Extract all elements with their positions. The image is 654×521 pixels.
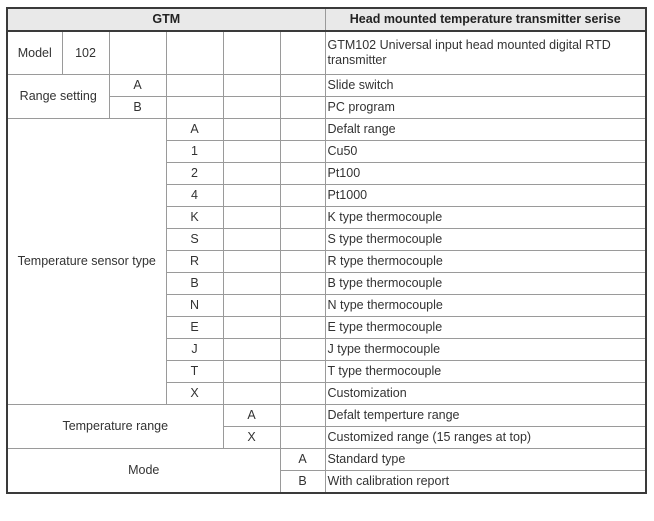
sensor-desc: N type thermocouple <box>325 295 646 317</box>
empty-cell <box>280 361 325 383</box>
range-setting-label: Range setting <box>7 75 109 119</box>
empty-cell <box>223 31 280 75</box>
empty-cell <box>223 207 280 229</box>
empty-cell <box>280 141 325 163</box>
sensor-desc: Pt100 <box>325 163 646 185</box>
sensor-desc: B type thermocouple <box>325 273 646 295</box>
empty-cell <box>166 97 223 119</box>
empty-cell <box>223 273 280 295</box>
empty-cell <box>223 185 280 207</box>
range-setting-code: B <box>109 97 166 119</box>
sensor-row <box>7 119 646 141</box>
mode-row <box>7 449 646 471</box>
header-right: Head mounted temperature transmitter serise <box>325 8 646 31</box>
empty-cell <box>223 97 280 119</box>
header-left: GTM <box>7 8 325 31</box>
sensor-code: 1 <box>166 141 223 163</box>
sensor-code: 2 <box>166 163 223 185</box>
empty-cell <box>280 119 325 141</box>
empty-cell <box>280 207 325 229</box>
sensor-code: 4 <box>166 185 223 207</box>
empty-cell <box>223 295 280 317</box>
mode-code: B <box>280 471 325 494</box>
empty-cell <box>280 405 325 427</box>
empty-cell <box>223 383 280 405</box>
empty-cell <box>109 31 166 75</box>
sensor-desc: T type thermocouple <box>325 361 646 383</box>
sensor-type-label: Temperature sensor type <box>7 119 166 405</box>
sensor-code: N <box>166 295 223 317</box>
sensor-desc: Defalt range <box>325 119 646 141</box>
empty-cell <box>280 97 325 119</box>
sensor-code: S <box>166 229 223 251</box>
mode-label: Mode <box>7 449 280 494</box>
sensor-code: T <box>166 361 223 383</box>
spec-table <box>6 7 647 494</box>
temp-range-code: X <box>223 427 280 449</box>
empty-cell <box>223 163 280 185</box>
sensor-code: E <box>166 317 223 339</box>
empty-cell <box>223 317 280 339</box>
sensor-desc: R type thermocouple <box>325 251 646 273</box>
empty-cell <box>223 141 280 163</box>
temp-range-desc: Defalt temperture range <box>325 405 646 427</box>
empty-cell <box>223 229 280 251</box>
sensor-code: R <box>166 251 223 273</box>
sensor-code: K <box>166 207 223 229</box>
empty-cell <box>280 163 325 185</box>
model-label: Model <box>7 31 62 75</box>
sensor-code: A <box>166 119 223 141</box>
range-setting-desc: Slide switch <box>325 75 646 97</box>
sensor-desc: K type thermocouple <box>325 207 646 229</box>
sensor-desc: Cu50 <box>325 141 646 163</box>
temp-range-row <box>7 405 646 427</box>
empty-cell <box>280 427 325 449</box>
empty-cell <box>223 339 280 361</box>
sensor-code: J <box>166 339 223 361</box>
empty-cell <box>166 75 223 97</box>
sensor-desc: E type thermocouple <box>325 317 646 339</box>
range-setting-code: A <box>109 75 166 97</box>
range-setting-desc: PC program <box>325 97 646 119</box>
empty-cell <box>166 31 223 75</box>
sensor-desc: Pt1000 <box>325 185 646 207</box>
temp-range-label: Temperature range <box>7 405 223 449</box>
sensor-code: B <box>166 273 223 295</box>
empty-cell <box>280 273 325 295</box>
empty-cell <box>223 119 280 141</box>
range-setting-row <box>7 75 646 97</box>
mode-desc: With calibration report <box>325 471 646 494</box>
mode-code: A <box>280 449 325 471</box>
sensor-code: X <box>166 383 223 405</box>
model-desc: GTM102 Universal input head mounted digital RTD transmitter <box>325 31 646 75</box>
sensor-desc: Customization <box>325 383 646 405</box>
sensor-desc: S type thermocouple <box>325 229 646 251</box>
empty-cell <box>280 295 325 317</box>
spec-table-container <box>6 7 647 494</box>
empty-cell <box>223 75 280 97</box>
empty-cell <box>280 317 325 339</box>
empty-cell <box>223 361 280 383</box>
empty-cell <box>280 185 325 207</box>
empty-cell <box>280 383 325 405</box>
sensor-desc: J type thermocouple <box>325 339 646 361</box>
empty-cell <box>280 229 325 251</box>
empty-cell <box>280 31 325 75</box>
mode-desc: Standard type <box>325 449 646 471</box>
header-row <box>7 8 646 31</box>
empty-cell <box>280 251 325 273</box>
model-value: 102 <box>62 31 109 75</box>
model-row <box>7 31 646 75</box>
empty-cell <box>280 339 325 361</box>
temp-range-code: A <box>223 405 280 427</box>
empty-cell <box>280 75 325 97</box>
temp-range-desc: Customized range (15 ranges at top) <box>325 427 646 449</box>
empty-cell <box>223 251 280 273</box>
